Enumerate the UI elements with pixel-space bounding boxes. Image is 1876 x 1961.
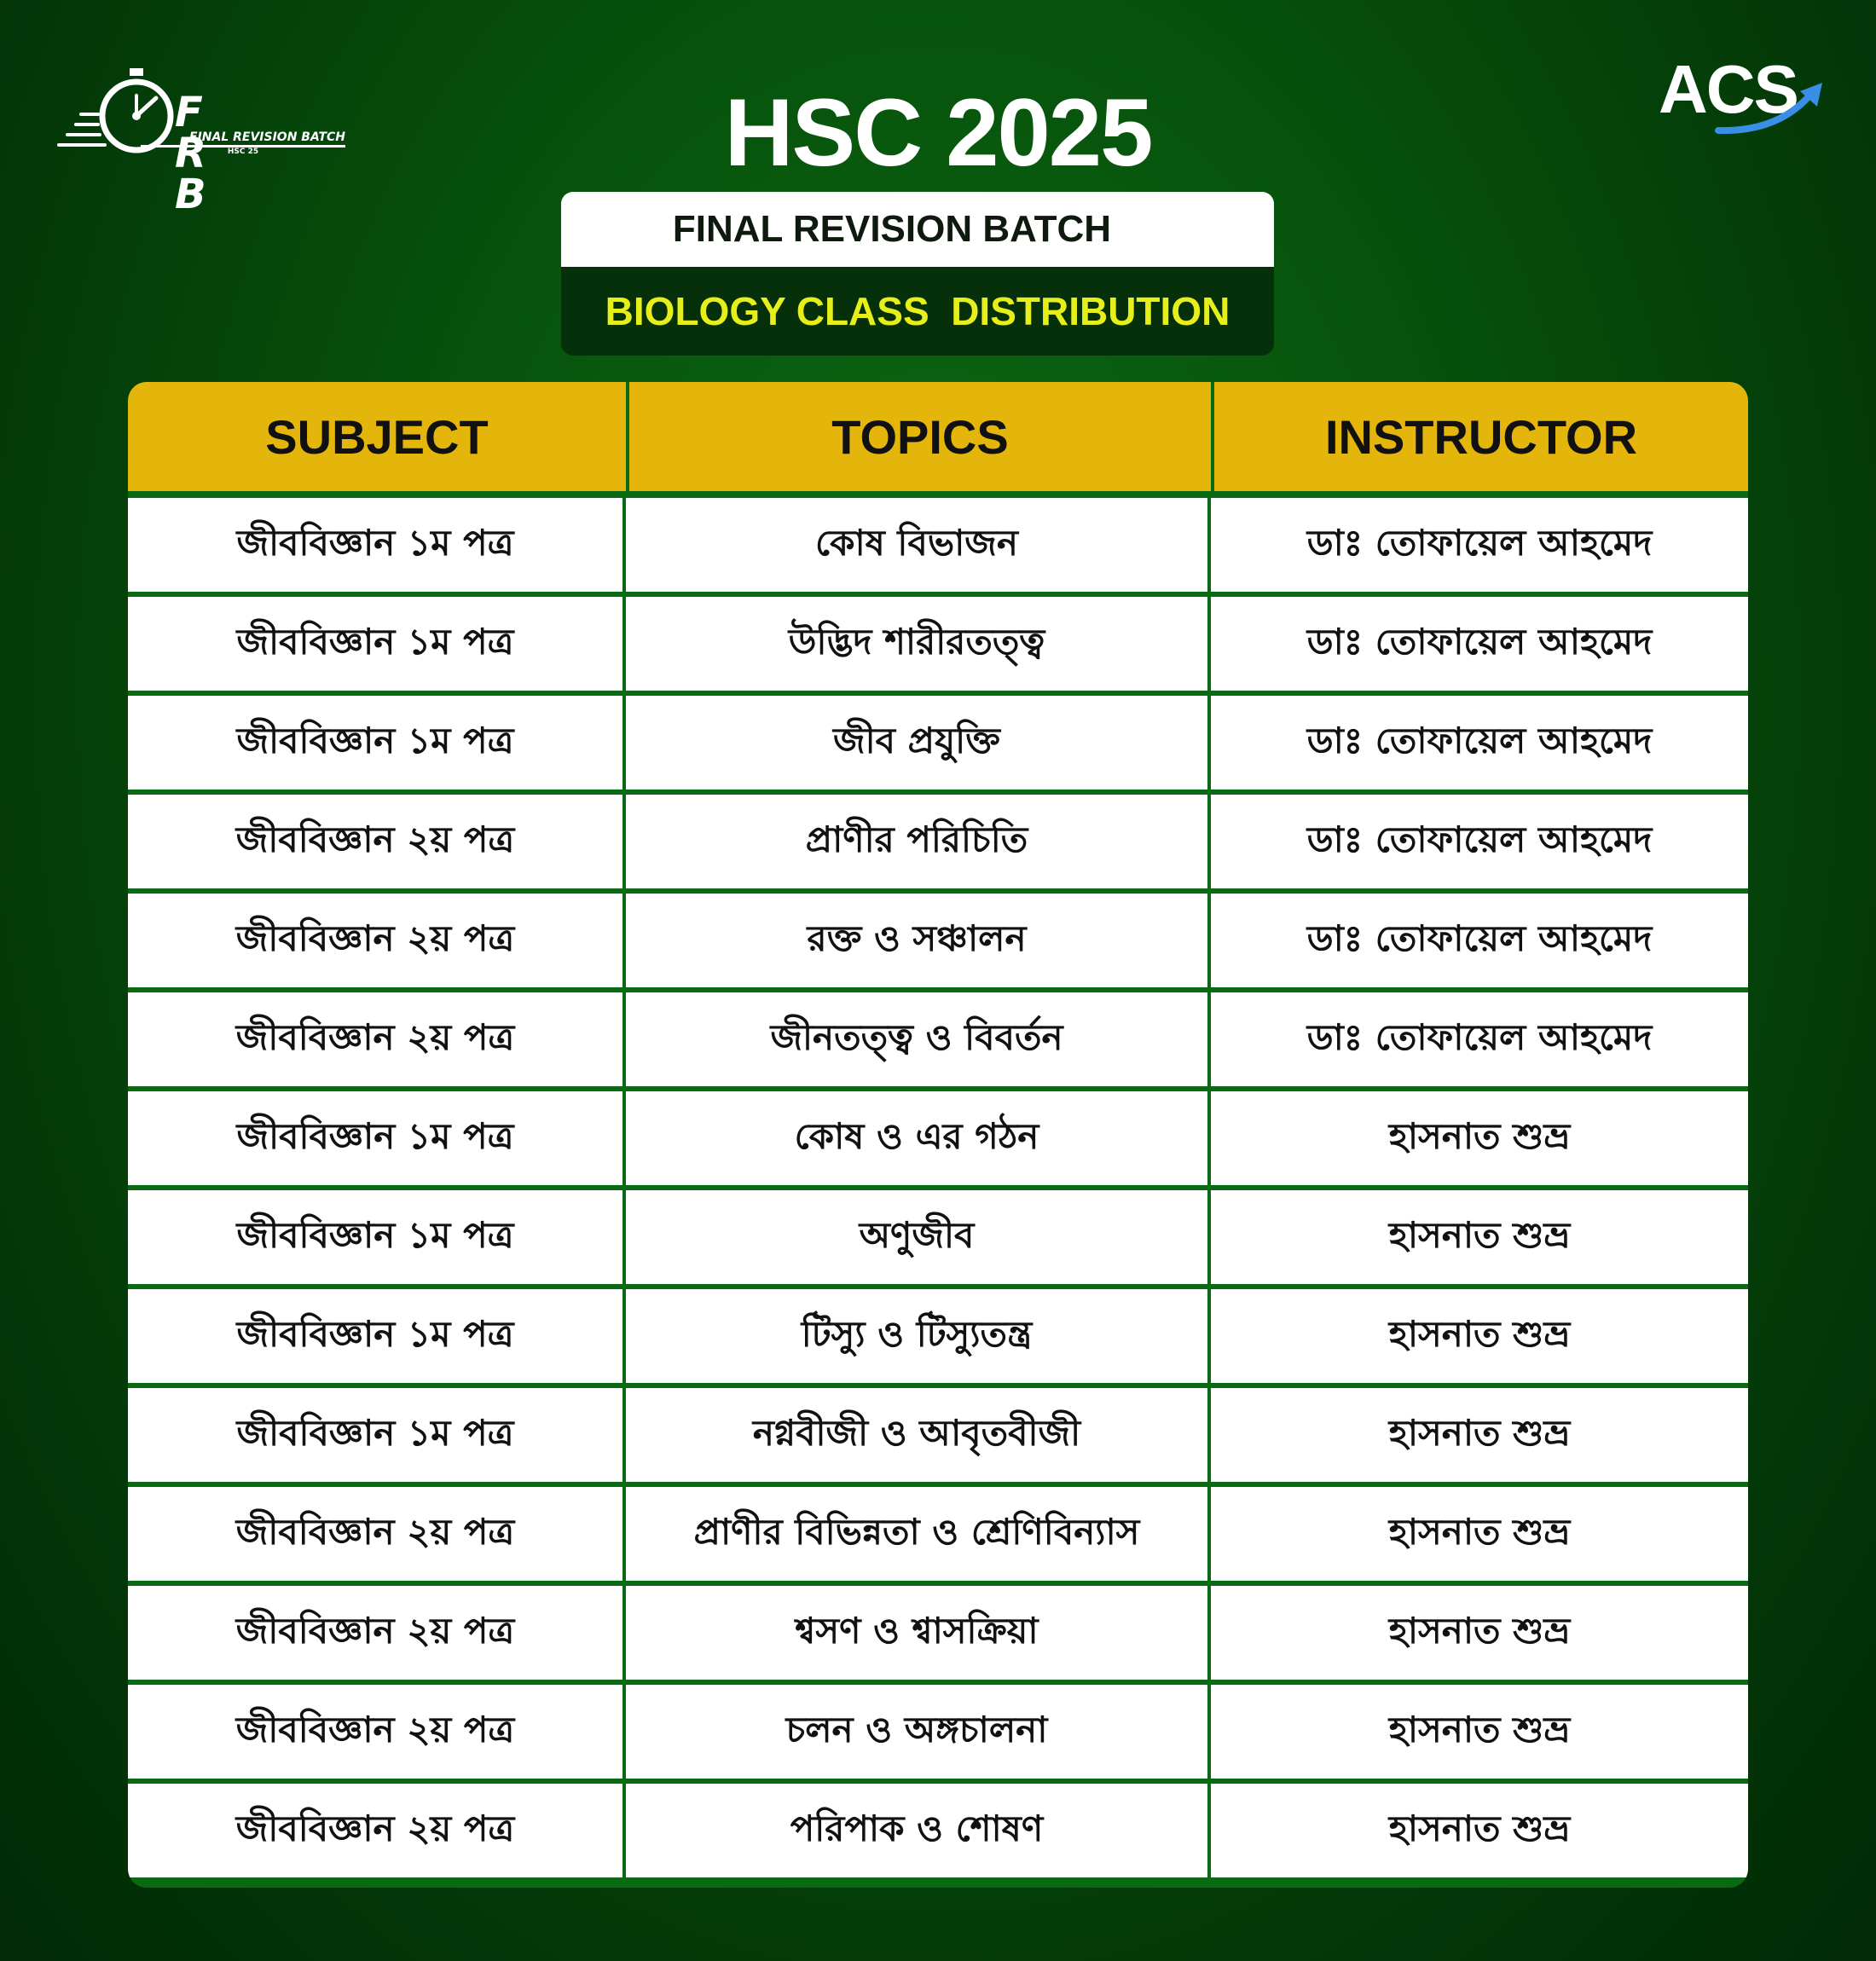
instructor-cell: হাসনাত শুভ্র bbox=[1211, 1289, 1748, 1383]
class-distribution-table bbox=[128, 382, 1748, 1888]
instructor-cell: হাসনাত শুভ্র bbox=[1211, 1784, 1748, 1877]
topic-cell: কোষ ও এর গঠন bbox=[626, 1091, 1207, 1185]
batch-label: FINAL REVISION BATCH bbox=[561, 192, 1274, 267]
topic-cell: কোষ বিভাজন bbox=[626, 498, 1207, 592]
instructor-cell: হাসনাত শুভ্র bbox=[1211, 1091, 1748, 1185]
instructor-cell: ডাঃ তোফায়েল আহমেদ bbox=[1211, 894, 1748, 987]
table-row bbox=[128, 1586, 1748, 1680]
subject-cell: জীববিজ্ঞান ২য় পত্র bbox=[128, 1487, 622, 1581]
topic-cell: প্রাণীর বিভিন্নতা ও শ্রেণিবিন্যাস bbox=[626, 1487, 1207, 1581]
instructor-cell: ডাঃ তোফায়েল আহমেদ bbox=[1211, 696, 1748, 790]
frb-logo-hsc: HSC 25 bbox=[227, 148, 259, 156]
table-header-row bbox=[128, 382, 1748, 491]
table-row bbox=[128, 1190, 1748, 1284]
instructor-cell: ডাঃ তোফায়েল আহমেদ bbox=[1211, 795, 1748, 888]
frb-logo-letters: F R B bbox=[175, 89, 225, 218]
table-row bbox=[128, 1784, 1748, 1877]
table-row bbox=[128, 498, 1748, 592]
topic-cell: উদ্ভিদ শারীরতত্ত্ব bbox=[626, 597, 1207, 691]
subject-cell: জীববিজ্ঞান ২য় পত্র bbox=[128, 894, 622, 987]
table-row bbox=[128, 894, 1748, 987]
column-header-instructor: INSTRUCTOR bbox=[1211, 382, 1748, 491]
topic-cell: রক্ত ও সঞ্চালন bbox=[626, 894, 1207, 987]
subject-cell: জীববিজ্ঞান ২য় পত্র bbox=[128, 1784, 622, 1877]
topic-cell: টিস্যু ও টিস্যুতন্ত্র bbox=[626, 1289, 1207, 1383]
subject-cell: জীববিজ্ঞান ১ম পত্র bbox=[128, 1091, 622, 1185]
topic-cell: প্রাণীর পরিচিতি bbox=[626, 795, 1207, 888]
topic-cell: জীনতত্ত্ব ও বিবর্তন bbox=[626, 992, 1207, 1086]
table-body bbox=[128, 491, 1748, 1877]
instructor-cell: হাসনাত শুভ্র bbox=[1211, 1685, 1748, 1779]
topic-cell: নগ্নবীজী ও আবৃতবীজী bbox=[626, 1388, 1207, 1482]
table-row bbox=[128, 1487, 1748, 1581]
instructor-cell: ডাঃ তোফায়েল আহমেদ bbox=[1211, 498, 1748, 592]
subject-cell: জীববিজ্ঞান ১ম পত্র bbox=[128, 696, 622, 790]
instructor-cell: হাসনাত শুভ্র bbox=[1211, 1388, 1748, 1482]
column-header-topics: TOPICS bbox=[626, 382, 1211, 491]
table-row bbox=[128, 1388, 1748, 1482]
instructor-cell: হাসনাত শুভ্র bbox=[1211, 1190, 1748, 1284]
subject-cell: জীববিজ্ঞান ২য় পত্র bbox=[128, 795, 622, 888]
title-box bbox=[561, 192, 1274, 356]
table-row bbox=[128, 1289, 1748, 1383]
topic-cell: চলন ও অঙ্গচালনা bbox=[626, 1685, 1207, 1779]
distribution-label: BIOLOGY CLASS DISTRIBUTION bbox=[561, 267, 1274, 356]
acs-logo-text: ACS bbox=[1659, 51, 1798, 127]
subject-cell: জীববিজ্ঞান ১ম পত্র bbox=[128, 597, 622, 691]
page-title: HSC 2025 bbox=[724, 79, 1152, 186]
subject-cell: জীববিজ্ঞান ২য় পত্র bbox=[128, 1685, 622, 1779]
topic-cell: পরিপাক ও শোষণ bbox=[626, 1784, 1207, 1877]
topic-cell: জীব প্রযুক্তি bbox=[626, 696, 1207, 790]
table-row bbox=[128, 696, 1748, 790]
topic-cell: অণুজীব bbox=[626, 1190, 1207, 1284]
column-header-subject: SUBJECT bbox=[265, 409, 489, 464]
subject-cell: জীববিজ্ঞান ১ম পত্র bbox=[128, 1289, 622, 1383]
instructor-cell: হাসনাত শুভ্র bbox=[1211, 1586, 1748, 1680]
subject-cell: জীববিজ্ঞান ১ম পত্র bbox=[128, 1388, 622, 1482]
instructor-cell: ডাঃ তোফায়েল আহমেদ bbox=[1211, 597, 1748, 691]
table-row bbox=[128, 1091, 1748, 1185]
table-row bbox=[128, 597, 1748, 691]
frb-logo-subtitle: FINAL REVISION BATCH bbox=[141, 131, 345, 148]
table-row bbox=[128, 795, 1748, 888]
topic-cell: শ্বসণ ও শ্বাসক্রিয়া bbox=[626, 1586, 1207, 1680]
subject-cell: জীববিজ্ঞান ১ম পত্র bbox=[128, 498, 622, 592]
subject-cell: জীববিজ্ঞান ১ম পত্র bbox=[128, 1190, 622, 1284]
subject-cell: জীববিজ্ঞান ২য় পত্র bbox=[128, 992, 622, 1086]
subject-cell: জীববিজ্ঞান ২য় পত্র bbox=[128, 1586, 622, 1680]
instructor-cell: হাসনাত শুভ্র bbox=[1211, 1487, 1748, 1581]
table-row bbox=[128, 992, 1748, 1086]
table-row bbox=[128, 1685, 1748, 1779]
instructor-cell: ডাঃ তোফায়েল আহমেদ bbox=[1211, 992, 1748, 1086]
